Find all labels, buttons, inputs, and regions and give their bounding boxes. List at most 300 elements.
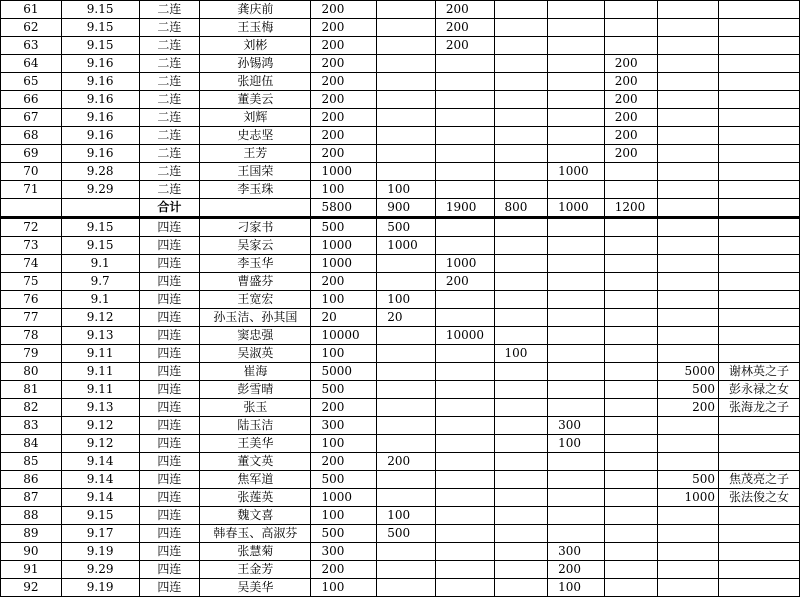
cell-c4: 100 [548,435,605,453]
cell-no: 86 [1,471,62,489]
cell-name: 吴淑英 [200,345,311,363]
cell-c1 [377,109,436,127]
cell-name: 崔海 [200,363,311,381]
cell-name: 史志坚 [200,127,311,145]
cell-c4 [548,309,605,327]
cell-total: 5800 [311,199,377,218]
cell-c1 [377,435,436,453]
cell-unit: 二连 [139,181,200,199]
cell-name: 彭雪晴 [200,381,311,399]
cell-c3 [494,291,548,309]
cell-c1 [377,55,436,73]
cell-c3 [494,37,548,55]
cell-total: 10000 [311,327,377,345]
cell-c6 [658,327,719,345]
cell-date: 9.19 [61,543,139,561]
cell-total: 200 [311,127,377,145]
cell-c4 [548,453,605,471]
cell-c3 [494,237,548,255]
cell-note [719,543,800,561]
cell-no: 88 [1,507,62,525]
cell-c3 [494,55,548,73]
cell-note [719,218,800,237]
cell-unit: 四连 [139,218,200,237]
cell-c2 [435,145,494,163]
cell-note [719,255,800,273]
cell-c1 [377,543,436,561]
cell-c6 [658,127,719,145]
cell-c3 [494,309,548,327]
cell-date: 9.29 [61,561,139,579]
cell-name: 张莲英 [200,489,311,507]
cell-c3 [494,127,548,145]
cell-c4 [548,19,605,37]
cell-c6 [658,91,719,109]
cell-name: 王芳 [200,145,311,163]
cell-total: 200 [311,91,377,109]
cell-unit: 四连 [139,327,200,345]
cell-note [719,309,800,327]
cell-no: 83 [1,417,62,435]
cell-note [719,55,800,73]
cell-unit: 四连 [139,399,200,417]
cell-c2 [435,507,494,525]
cell-c3 [494,453,548,471]
cell-name: 李玉珠 [200,181,311,199]
table-row [1,55,800,73]
cell-date: 9.28 [61,163,139,181]
table-row [1,327,800,345]
cell-c1: 900 [377,199,436,218]
cell-c5 [604,471,658,489]
cell-c1 [377,19,436,37]
cell-unit: 二连 [139,55,200,73]
cell-total: 100 [311,507,377,525]
cell-c5 [604,19,658,37]
table-row [1,237,800,255]
cell-note [719,453,800,471]
cell-c3 [494,381,548,399]
cell-c2 [435,525,494,543]
cell-note: 彭永禄之女 [719,381,800,399]
cell-c5: 200 [604,109,658,127]
cell-c6: 500 [658,381,719,399]
cell-c4 [548,1,605,19]
cell-c2 [435,163,494,181]
cell-unit: 合计 [139,199,200,218]
cell-c3 [494,435,548,453]
cell-c3 [494,19,548,37]
cell-c6 [658,237,719,255]
cell-c5 [604,218,658,237]
cell-total: 200 [311,399,377,417]
cell-c6 [658,255,719,273]
cell-unit: 二连 [139,19,200,37]
cell-total: 500 [311,525,377,543]
cell-c6 [658,561,719,579]
cell-note [719,19,800,37]
cell-total: 500 [311,471,377,489]
cell-unit: 四连 [139,543,200,561]
cell-c4 [548,327,605,345]
table-row [1,309,800,327]
cell-date: 9.17 [61,525,139,543]
table-row [1,543,800,561]
cell-total: 1000 [311,255,377,273]
cell-c1 [377,37,436,55]
cell-name: 王宽宏 [200,291,311,309]
cell-unit: 四连 [139,525,200,543]
cell-c3 [494,91,548,109]
cell-c5: 200 [604,127,658,145]
cell-name: 王国荣 [200,163,311,181]
cell-no: 84 [1,435,62,453]
table-row [1,579,800,597]
cell-no: 70 [1,163,62,181]
cell-note [719,163,800,181]
cell-c5 [604,489,658,507]
cell-note [719,579,800,597]
cell-c4 [548,363,605,381]
cell-total: 1000 [311,237,377,255]
cell-date: 9.11 [61,345,139,363]
cell-c2: 200 [435,19,494,37]
cell-c4 [548,37,605,55]
cell-c3: 100 [494,345,548,363]
cell-no: 81 [1,381,62,399]
cell-c4 [548,91,605,109]
cell-c2 [435,453,494,471]
cell-c2: 10000 [435,327,494,345]
cell-unit: 四连 [139,363,200,381]
cell-date: 9.14 [61,471,139,489]
cell-total: 100 [311,345,377,363]
cell-c5 [604,579,658,597]
cell-total: 300 [311,417,377,435]
cell-c3 [494,327,548,345]
cell-no: 72 [1,218,62,237]
cell-c3 [494,218,548,237]
cell-c6: 200 [658,399,719,417]
cell-name: 吴美华 [200,579,311,597]
cell-no: 63 [1,37,62,55]
cell-name: 王玉梅 [200,19,311,37]
cell-date: 9.15 [61,218,139,237]
cell-c6 [658,291,719,309]
cell-c6 [658,345,719,363]
cell-date: 9.14 [61,453,139,471]
cell-c2 [435,309,494,327]
cell-c1 [377,255,436,273]
cell-c4: 1000 [548,163,605,181]
cell-c6 [658,543,719,561]
cell-unit: 四连 [139,273,200,291]
cell-date: 9.1 [61,255,139,273]
cell-c4 [548,181,605,199]
cell-date: 9.13 [61,327,139,345]
cell-c5 [604,345,658,363]
cell-c1: 100 [377,181,436,199]
cell-c5 [604,327,658,345]
cell-c2 [435,435,494,453]
cell-c3 [494,471,548,489]
cell-c4: 100 [548,579,605,597]
cell-c6 [658,218,719,237]
cell-total: 300 [311,543,377,561]
cell-date: 9.16 [61,91,139,109]
cell-total: 500 [311,218,377,237]
cell-note [719,237,800,255]
cell-c5 [604,363,658,381]
cell-c5: 200 [604,55,658,73]
cell-c3 [494,363,548,381]
table-row [1,273,800,291]
cell-c1: 200 [377,453,436,471]
cell-c6 [658,109,719,127]
cell-c6 [658,163,719,181]
cell-date: 9.7 [61,273,139,291]
cell-c3 [494,273,548,291]
cell-c3 [494,145,548,163]
cell-unit: 四连 [139,345,200,363]
cell-c4 [548,255,605,273]
cell-note [719,145,800,163]
cell-c1 [377,127,436,145]
cell-name: 张玉 [200,399,311,417]
cell-c2: 200 [435,273,494,291]
cell-no: 82 [1,399,62,417]
cell-c5 [604,273,658,291]
cell-note [719,291,800,309]
cell-total: 100 [311,291,377,309]
cell-no: 76 [1,291,62,309]
cell-note: 焦茂亮之子 [719,471,800,489]
subtotal-row [1,199,800,218]
cell-no: 61 [1,1,62,19]
cell-total: 1000 [311,489,377,507]
cell-unit: 四连 [139,417,200,435]
cell-c6 [658,273,719,291]
table-row [1,525,800,543]
cell-unit: 二连 [139,91,200,109]
cell-note [719,273,800,291]
cell-c6 [658,73,719,91]
cell-total: 200 [311,273,377,291]
table-row [1,471,800,489]
cell-total: 200 [311,145,377,163]
cell-date: 9.16 [61,145,139,163]
cell-c5 [604,453,658,471]
cell-c5 [604,525,658,543]
cell-c6 [658,309,719,327]
cell-total: 200 [311,109,377,127]
table-row [1,417,800,435]
cell-name: 刘彬 [200,37,311,55]
table-row [1,37,800,55]
cell-note: 张法俊之女 [719,489,800,507]
cell-date: 9.12 [61,417,139,435]
table-row [1,181,800,199]
cell-c3 [494,1,548,19]
table-body [1,1,800,597]
cell-c3 [494,255,548,273]
table-row [1,109,800,127]
cell-c3 [494,507,548,525]
cell-c6 [658,55,719,73]
cell-total: 200 [311,73,377,91]
cell-unit: 四连 [139,507,200,525]
cell-name [200,199,311,218]
cell-date: 9.11 [61,381,139,399]
cell-c2 [435,489,494,507]
cell-name: 孙锡鸿 [200,55,311,73]
cell-date: 9.12 [61,309,139,327]
cell-c6 [658,579,719,597]
cell-c4 [548,399,605,417]
cell-c2 [435,579,494,597]
cell-no: 91 [1,561,62,579]
cell-unit: 二连 [139,1,200,19]
cell-no: 90 [1,543,62,561]
cell-c5 [604,507,658,525]
cell-no: 75 [1,273,62,291]
cell-note: 谢林英之子 [719,363,800,381]
cell-no: 77 [1,309,62,327]
cell-c5 [604,291,658,309]
cell-c6 [658,181,719,199]
cell-total: 5000 [311,363,377,381]
cell-unit: 四连 [139,453,200,471]
table-row [1,218,800,237]
cell-name: 窦忠强 [200,327,311,345]
cell-no: 92 [1,579,62,597]
cell-no: 89 [1,525,62,543]
cell-no: 73 [1,237,62,255]
cell-total: 200 [311,1,377,19]
cell-c1 [377,145,436,163]
cell-name: 李玉华 [200,255,311,273]
table-row [1,163,800,181]
cell-total: 100 [311,435,377,453]
cell-c4 [548,73,605,91]
cell-c2 [435,345,494,363]
cell-c1: 100 [377,291,436,309]
cell-date: 9.16 [61,55,139,73]
cell-c2 [435,73,494,91]
cell-c6 [658,507,719,525]
cell-c4: 200 [548,561,605,579]
table-row [1,435,800,453]
cell-c2 [435,109,494,127]
cell-no: 64 [1,55,62,73]
cell-c1 [377,1,436,19]
cell-total: 200 [311,19,377,37]
cell-unit: 四连 [139,309,200,327]
cell-c4 [548,381,605,399]
cell-date: 9.16 [61,109,139,127]
cell-name: 焦军道 [200,471,311,489]
cell-no [1,199,62,218]
cell-no: 79 [1,345,62,363]
cell-name: 陆玉洁 [200,417,311,435]
cell-name: 王金芳 [200,561,311,579]
cell-c5 [604,435,658,453]
cell-c1: 100 [377,507,436,525]
table-row [1,345,800,363]
cell-name: 魏文喜 [200,507,311,525]
cell-date: 9.13 [61,399,139,417]
cell-no: 69 [1,145,62,163]
cell-c5 [604,237,658,255]
cell-c5 [604,163,658,181]
table-row [1,561,800,579]
cell-c5 [604,37,658,55]
cell-no: 74 [1,255,62,273]
table-row [1,255,800,273]
cell-c2 [435,399,494,417]
cell-total: 1000 [311,163,377,181]
cell-name: 龚庆前 [200,1,311,19]
cell-c5: 200 [604,91,658,109]
cell-c3 [494,181,548,199]
table-row [1,91,800,109]
cell-c6: 500 [658,471,719,489]
cell-date [61,199,139,218]
cell-name: 张慧菊 [200,543,311,561]
cell-note [719,1,800,19]
cell-date: 9.12 [61,435,139,453]
cell-c5: 200 [604,145,658,163]
cell-note [719,345,800,363]
cell-c5 [604,417,658,435]
cell-note [719,507,800,525]
cell-c4 [548,291,605,309]
cell-total: 200 [311,55,377,73]
cell-c3 [494,73,548,91]
cell-c1 [377,363,436,381]
cell-note: 张海龙之子 [719,399,800,417]
cell-note [719,127,800,145]
cell-c1 [377,163,436,181]
cell-c4 [548,237,605,255]
cell-c4: 300 [548,417,605,435]
cell-date: 9.29 [61,181,139,199]
cell-note [719,181,800,199]
cell-unit: 四连 [139,579,200,597]
cell-c3 [494,543,548,561]
cell-c4 [548,273,605,291]
cell-c1: 1000 [377,237,436,255]
cell-name: 张迎伍 [200,73,311,91]
cell-date: 9.11 [61,363,139,381]
cell-name: 王美华 [200,435,311,453]
cell-c4 [548,55,605,73]
table-row [1,145,800,163]
cell-total: 500 [311,381,377,399]
cell-note [719,435,800,453]
cell-c4 [548,109,605,127]
cell-date: 9.19 [61,579,139,597]
cell-no: 66 [1,91,62,109]
cell-c2 [435,55,494,73]
cell-unit: 四连 [139,471,200,489]
cell-note [719,199,800,218]
cell-c2 [435,218,494,237]
cell-total: 20 [311,309,377,327]
cell-c4 [548,345,605,363]
cell-unit: 二连 [139,37,200,55]
cell-date: 9.15 [61,507,139,525]
